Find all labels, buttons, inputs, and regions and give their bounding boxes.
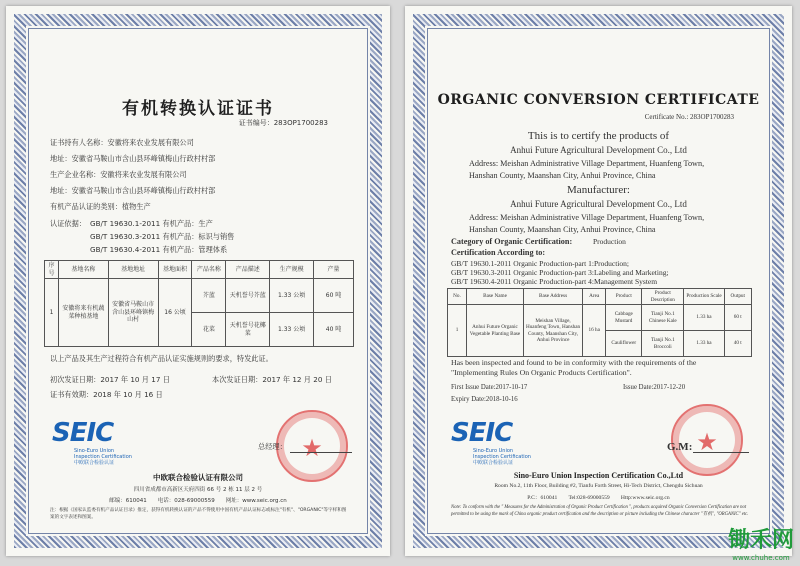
english-certificate	[405, 6, 792, 556]
manufacturer-address-line-1: Address: Meishan Administrative Village Department, Huanfeng Town,	[469, 213, 705, 222]
production-scale: 1.33 公顷	[270, 279, 314, 313]
standard-2: GB/T 19630.3-2011 Organic Production-part 3:Labeling and Marketing;	[451, 268, 669, 277]
base-name: 安徽将来有机蔬菜种植基地	[58, 279, 108, 347]
table-header-row	[448, 289, 752, 305]
seic-logo	[52, 418, 132, 466]
table-header: 基地地址	[108, 261, 158, 279]
organization-address: 四川省成都市高新区天府四街 66 号 2 栋 11 层 2 号	[133, 487, 263, 493]
expiry-date: Expiry Date:2018-10-16	[451, 396, 518, 403]
product-output: 60 t	[724, 305, 751, 331]
according-label: Certification According to:	[451, 248, 546, 257]
inspection-statement-line-2: "Implementing Rules On Organic Products Certification".	[451, 368, 632, 377]
product-description: 天机誉号花椰菜	[226, 313, 270, 347]
table-row	[45, 279, 354, 313]
product-description: 天机誉号芥蓝	[226, 279, 270, 313]
basis-standard-3: GB/T 19630.4-2011 有机产品：管理体系	[90, 245, 228, 254]
product-yield: 40 吨	[314, 313, 354, 347]
certificate-title: 有机转换认证证书	[122, 99, 274, 119]
table-header: 产品名称	[192, 261, 226, 279]
category-label: Category of Organic Certification:	[451, 237, 573, 246]
official-seal: ★	[276, 410, 348, 482]
product-name: 花菜	[192, 313, 226, 347]
standard-3: GB/T 19630.4-2011 Organic Production-part 4:Management System	[451, 277, 658, 286]
organization-contact: 邮编：610041 电话：028-69000559 网址：www.seic.org.cn	[109, 498, 287, 504]
table-header-row	[45, 261, 354, 279]
base-area: 16 公顷	[158, 279, 192, 347]
base-address: Meishan Village, Huanfeng Town, Hanshan County, Maanshan City, Anhui Province	[524, 305, 583, 357]
table-header: Product Description	[642, 289, 684, 305]
table-header: Area	[583, 289, 606, 305]
company-address-line-2: Hanshan County, Maanshan City, Anhui Province, China	[469, 171, 656, 180]
production-scale: 1.33 ha	[684, 331, 724, 357]
holder-address: 地址：安徽省马鞍山市含山县环峰镇梅山行政村村部	[50, 154, 216, 163]
table-header: 生产规模	[270, 261, 314, 279]
products-table	[44, 260, 354, 347]
table-header: Production Scale	[684, 289, 724, 305]
manufacturer-address-line-2: Hanshan County, Maanshan City, Anhui Province, China	[469, 225, 656, 234]
seic-logo-mark: SEIC	[52, 418, 114, 448]
gm-label: 总经理：	[258, 442, 287, 451]
seic-logo-mark: SEIC	[451, 418, 513, 448]
table-row	[448, 305, 752, 331]
product-name: Cauliflower	[606, 331, 642, 357]
table-header: No.	[448, 289, 467, 305]
chinese-certificate	[6, 6, 390, 556]
company-address-line-1: Address: Meishan Administrative Village Department, Huanfeng Town,	[469, 159, 705, 168]
base-area: 16 ha	[583, 305, 606, 357]
first-issue-date: 初次发证日期：2017 年 10 月 17 日	[50, 375, 170, 384]
table-header: Base Address	[524, 289, 583, 305]
product-name: Cabbage Mustard	[606, 305, 642, 331]
site-watermark	[728, 523, 794, 562]
first-issue-date: First Issue Date:2017-10-17	[451, 384, 528, 391]
certificate-title: ORGANIC CONVERSION CERTIFICATE	[437, 92, 760, 108]
organization-contact: P.C：610041 Tel:028-69000559 Http:www.seic.org.cn	[527, 495, 670, 501]
seic-logo-subtitle: Sino-Euro Union Inspection Certification 中欧联合检验认证	[74, 448, 132, 466]
issuing-organization: Sino-Euro Union Inspection Certification Co.,Ltd	[513, 471, 684, 480]
table-header: 序号	[45, 261, 59, 279]
products-table	[447, 288, 752, 357]
certify-statement: This is to certify the products of	[527, 130, 670, 142]
basis-standard-1: GB/T 19630.1-2011 有机产品：生产	[90, 219, 213, 228]
base-name: Anhui Future Organic Vegetable Planting Base	[467, 305, 524, 357]
standard-1: GB/T 19630.1-2011 Organic Production-part 1:Production;	[451, 259, 629, 268]
official-seal: ★	[671, 404, 743, 476]
product-output: 40 t	[724, 331, 751, 357]
certificate-number: 证书编号：283OP1700283	[238, 119, 328, 127]
table-header: 基地名称	[58, 261, 108, 279]
company-name: Anhui Future Agricultural Development Co., Ltd	[510, 145, 687, 155]
producer-name: 生产企业名称：安徽将来农业发展有限公司	[50, 170, 187, 179]
certification-category: 有机产品认证的类别：植物生产	[50, 202, 151, 211]
producer-address: 地址：安徽省马鞍山市含山县环峰镇梅山行政村村部	[50, 186, 216, 195]
category-value: Production	[593, 237, 626, 246]
issue-date: Issue Date:2017-12-20	[623, 384, 686, 391]
gm-signature-line	[290, 452, 352, 453]
row-number: 1	[45, 279, 59, 347]
basis-standard-2: GB/T 19630.3-2011 有机产品：标识与销售	[90, 232, 235, 241]
product-name: 芥蓝	[192, 279, 226, 313]
expiry-date: 证书有效期：2018 年 10 月 16 日	[50, 390, 163, 399]
product-description: Tianji No.1 Chinese Kale	[642, 305, 684, 331]
row-number: 1	[448, 305, 467, 357]
seic-logo	[451, 418, 531, 466]
watermark-logo-text: 锄禾网	[727, 528, 794, 553]
table-header: Base Name	[467, 289, 524, 305]
manufacturer-name: Anhui Future Agricultural Development Co., Ltd	[510, 199, 687, 209]
product-yield: 60 吨	[314, 279, 354, 313]
product-description: Tianji No.1 Broccoli	[642, 331, 684, 357]
this-issue-date: 本次发证日期：2017 年 12 月 20 日	[212, 375, 332, 384]
issuing-organization: 中欧联合检验认证有限公司	[153, 473, 243, 482]
gm-label: G.M:	[667, 441, 693, 453]
watermark-url: www.chuhe.com	[732, 554, 790, 562]
certificate-note: Note: To conform with the " Measures for the Administration of Organic Product Certification ", products acquired Organic Conversion Certification are not permitted to be using the mark of China organic product certification and the description or picture including the Chinese character "有机", "ORGANIC" etc.	[451, 505, 749, 517]
conformity-statement: 以上产品及其生产过程符合有机产品认证实施规则的要求，特发此证。	[50, 354, 273, 363]
table-header: Output	[724, 289, 751, 305]
organization-address: Room No.2, 11th Floor, Building #2, Tianfu Forth Street, Hi-Tech District, Chengdu Sichuan	[494, 483, 703, 489]
inspection-statement-line-1: Has been inspected and found to be in conformity with the requirements of the	[451, 358, 697, 367]
base-address: 安徽省马鞍山市含山县环峰镇梅山村	[108, 279, 158, 347]
holder-name: 证书持有人名称：安徽将来农业发展有限公司	[50, 138, 194, 147]
production-scale: 1.33 公顷	[270, 313, 314, 347]
seic-logo-subtitle: Sino-Euro Union Inspection Certification 中欧联合检验认证	[473, 448, 531, 466]
table-header: 产品描述	[226, 261, 270, 279]
manufacturer-label: Manufacturer:	[567, 184, 630, 196]
gm-signature-line	[693, 452, 749, 453]
certificate-number: Certificate No.: 283OP1700283	[644, 113, 734, 121]
certificate-note: 注：根据《国家认监委有机产品认证目录》推定，获得有机转换认证的产品不得使用中国有机产品认证标志或标注"有机"、"ORGANIC"等字样和图案的文字表述和图案。	[50, 508, 347, 520]
table-header: 基地面积	[158, 261, 192, 279]
table-header: Product	[606, 289, 642, 305]
table-header: 产量	[314, 261, 354, 279]
production-scale: 1.33 ha	[684, 305, 724, 331]
basis-label: 认证依据：	[50, 219, 86, 228]
